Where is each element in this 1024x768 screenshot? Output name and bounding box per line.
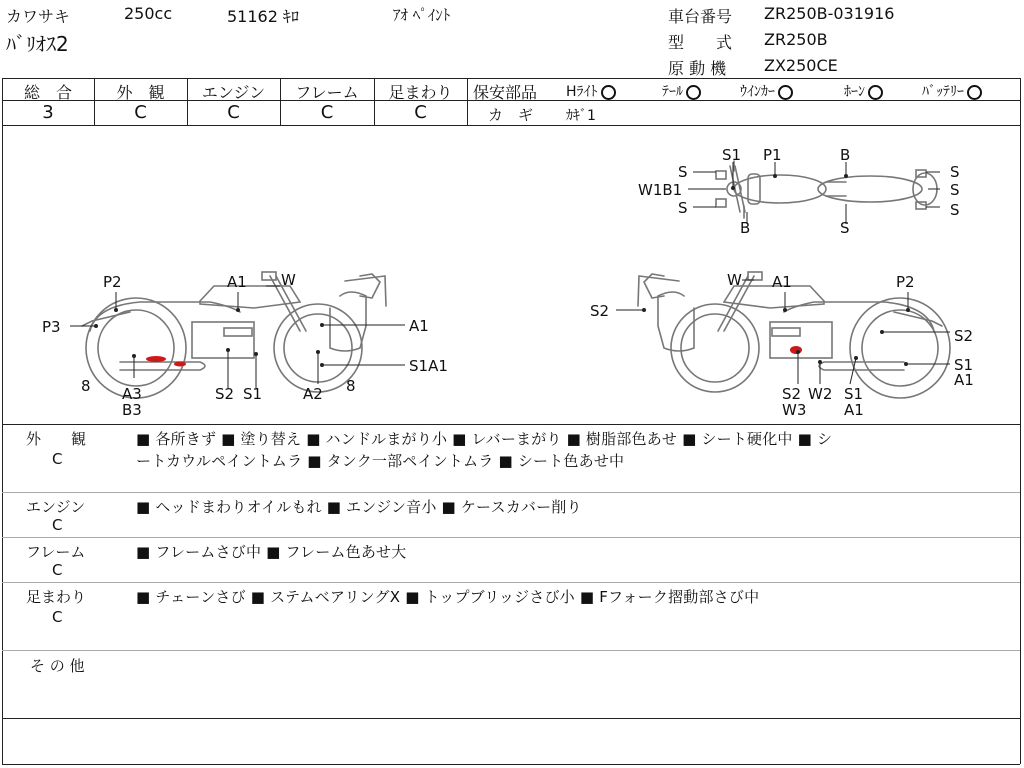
divider [2, 78, 1020, 79]
diagram-label: A1 [409, 317, 429, 335]
diagram-label: P3 [42, 318, 61, 336]
diagram-label: B [840, 146, 851, 164]
divider [2, 582, 1020, 583]
remark-grade-exterior: C [52, 450, 63, 468]
diagram-label: S [678, 163, 688, 181]
frame-no: ZR250B-031916 [764, 4, 895, 23]
diagram-label: A1 [844, 401, 864, 419]
diagram-label: W3 [782, 401, 807, 419]
remark-line: ートカウルペイントムラ ■ タンク一部ペイントムラ ■ シート色あせ中 [136, 452, 625, 470]
divider [2, 650, 1020, 651]
divider [2, 537, 1020, 538]
diagram-label: S1A1 [409, 357, 448, 375]
diagram-label: S2 [590, 302, 610, 320]
damage-mark-icon [146, 356, 166, 362]
safety-item-label: ﾊﾞｯﾃﾘｰ [922, 84, 964, 100]
damage-mark-icon [790, 346, 802, 354]
ok-mark-icon [967, 85, 982, 100]
diagram-label: P2 [896, 273, 915, 291]
remark-label-engine: エンジン [26, 498, 86, 516]
diagram-label: A1 [954, 371, 974, 389]
safety-item-winker [740, 81, 793, 101]
diagram-label: A2 [303, 385, 323, 403]
diagram-label: S [950, 181, 960, 199]
motorcycle-damage-diagram [0, 126, 1024, 424]
mileage: 51162 ｷﾛ [227, 7, 299, 26]
safety-item-horn [844, 81, 883, 101]
damage-marks [146, 346, 802, 367]
diagram-label: P2 [103, 273, 122, 291]
diagram-label: A3 [122, 385, 142, 403]
diagram-label: S [840, 219, 850, 237]
remark-label-exterior: 外 観 [26, 430, 87, 448]
diagram-label: S [950, 201, 960, 219]
engine-value: ZX250CE [764, 56, 838, 75]
diagram-label: B [740, 219, 751, 237]
diagram-label: W2 [808, 385, 833, 403]
diagram-label: S2 [215, 385, 235, 403]
type-value: ZR250B [764, 30, 828, 49]
diagram-label: A1 [772, 273, 792, 291]
diagram-label: S [950, 163, 960, 181]
diagram-label: W [281, 271, 296, 289]
diagram-label: S1 [954, 356, 974, 374]
ok-mark-icon [686, 85, 701, 100]
remark-grade-frame: C [52, 561, 63, 579]
engine-label: 原 動 機 [668, 59, 727, 78]
divider [467, 78, 468, 125]
diagram-label: S2 [782, 385, 802, 403]
diagram-label: S2 [954, 327, 974, 345]
safety-item-tail [662, 81, 701, 101]
diagram-label: S1 [243, 385, 263, 403]
diagram-label: A1 [227, 273, 247, 291]
grade-header-frame: フレーム [295, 83, 359, 102]
diagram-label: W1B1 [638, 181, 683, 199]
damage-mark-icon [174, 362, 186, 367]
safety-item-battery [922, 81, 982, 101]
grade-value-exterior: C [134, 102, 147, 123]
remark-grade-engine: C [52, 516, 63, 534]
ok-mark-icon [868, 85, 883, 100]
diagram-label: B3 [122, 401, 142, 419]
diagram-label: W [727, 271, 742, 289]
safety-item-headlight [566, 81, 616, 101]
safety-label: 保安部品 [473, 83, 538, 102]
remark-label-frame: フレーム [26, 543, 86, 561]
key-value: ｶｷﾞ1 [566, 108, 596, 124]
divider [2, 492, 1020, 493]
diagram-label: S1 [844, 385, 864, 403]
remark-line: ■ ヘッドまわりオイルもれ ■ エンジン音小 ■ ケースカバー削り [136, 498, 582, 516]
diagram-label: S [678, 199, 688, 217]
grade-value-suspension: C [414, 102, 427, 123]
frame-no-label: 車台番号 [668, 7, 733, 26]
remark-line: ■ 各所きず ■ 塗り替え ■ ハンドルまがり小 ■ レバーまがり ■ 樹脂部色あせ ■ シート硬化中 ■ シ [136, 430, 833, 448]
safety-item-label: ｳｲﾝｶｰ [740, 84, 775, 100]
diagram-label: P1 [763, 146, 782, 164]
type-label: 型 式 [668, 33, 733, 52]
remark-grade-suspension: C [52, 608, 63, 626]
grade-value-frame: C [320, 102, 334, 123]
remark-line: ■ フレームさび中 ■ フレーム色あせ大 [136, 543, 407, 561]
safety-item-label: ﾎｰﾝ [844, 84, 865, 100]
displacement: 250cc [124, 4, 173, 23]
grade-value-overall: 3 [42, 102, 54, 123]
grade-header-exterior: 外 観 [116, 83, 165, 102]
diagram-label: S1 [722, 146, 742, 164]
ok-mark-icon [778, 85, 793, 100]
safety-item-label: ﾃｰﾙ [662, 84, 683, 100]
safety-item-label: Hﾗｲﾄ [566, 84, 598, 100]
model-name: ﾊﾞﾘｵｽ2 [6, 32, 69, 56]
grade-header-engine: エンジン [201, 83, 266, 102]
diagram-label: 8 [346, 377, 356, 395]
maker: カワサキ [6, 7, 71, 26]
remark-label-other: そ の 他 [30, 657, 85, 675]
diagram-label: 8 [81, 377, 91, 395]
grade-header-suspension: 足まわり [388, 83, 453, 102]
color: ｱｵ ﾍﾟｲﾝﾄ [393, 6, 451, 24]
top-view-motorcycle-icon [716, 161, 937, 218]
remark-line: ■ チェーンさび ■ ステムベアリングX ■ トップブリッジさび小 ■ Fフォーク摺動部さび中 [136, 588, 760, 606]
grade-header-overall: 総 合 [23, 83, 72, 102]
grade-value-engine: C [227, 102, 240, 123]
divider [2, 718, 1020, 719]
ok-mark-icon [601, 85, 616, 100]
remark-label-suspension: 足まわり [26, 588, 87, 606]
divider [2, 424, 1020, 425]
key-label: カ ギ [488, 106, 534, 124]
divider [2, 764, 1020, 765]
